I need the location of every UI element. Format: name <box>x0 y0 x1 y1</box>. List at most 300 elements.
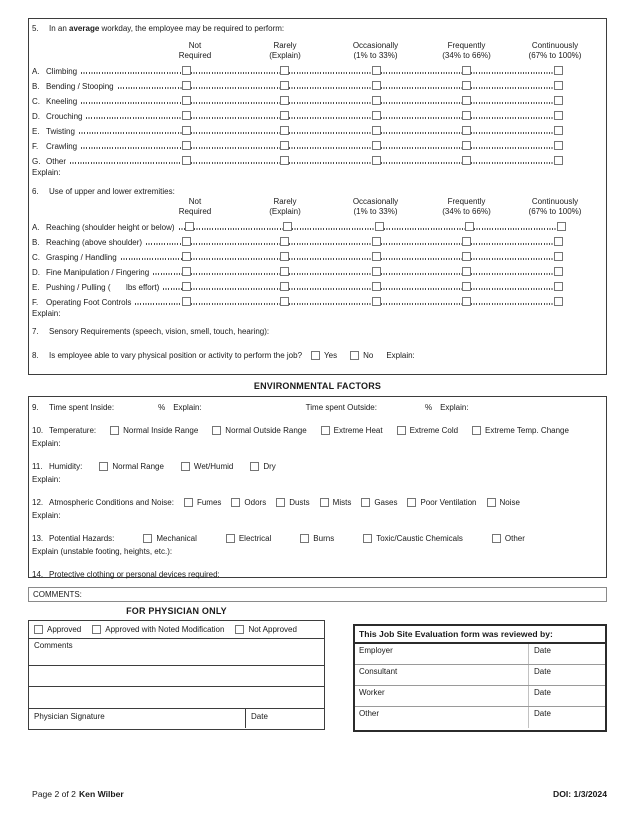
checkbox-occasionally[interactable] <box>372 96 381 105</box>
comments-label: COMMENTS: <box>33 590 82 599</box>
checkbox-occasionally[interactable] <box>372 66 381 75</box>
option-approved-with-modification[interactable] <box>92 625 224 634</box>
dotted-leader <box>471 72 554 74</box>
employer-date-field[interactable] <box>529 644 605 664</box>
checkbox-continuously[interactable] <box>554 126 563 135</box>
dotted-leader <box>191 288 280 290</box>
checkbox-continuously[interactable] <box>554 66 563 75</box>
dotted-leader <box>471 117 554 119</box>
option-gases[interactable] <box>361 498 397 507</box>
checkbox-rarely[interactable] <box>280 126 289 135</box>
column-frequently: Frequently (34% to 66%) <box>442 197 491 216</box>
dotted-leader <box>474 228 557 230</box>
option-electrical[interactable] <box>226 534 271 543</box>
dotted-leader <box>191 273 280 275</box>
row-grasping-handling <box>32 247 603 262</box>
option-odors[interactable] <box>231 498 266 507</box>
checkbox-rarely[interactable] <box>280 267 289 276</box>
checkbox-rarely[interactable] <box>280 282 289 291</box>
dotted-leader <box>381 117 462 119</box>
checkbox-continuously[interactable] <box>554 237 563 246</box>
option-toxic-caustic-chemicals[interactable] <box>363 534 463 543</box>
option-label: Burns <box>313 534 335 543</box>
checkbox-continuously[interactable] <box>557 222 566 231</box>
checkbox-frequently[interactable] <box>462 237 471 246</box>
row-letter: E. <box>32 283 40 292</box>
option-label: Other <box>504 534 525 543</box>
atmospheric-label: Atmospheric Conditions and Noise: <box>49 498 174 507</box>
dotted-leader <box>146 243 182 245</box>
section13-explain[interactable] <box>32 545 603 558</box>
comments-label: Comments <box>34 641 73 650</box>
option-mists[interactable] <box>320 498 352 507</box>
checkbox[interactable] <box>492 534 501 543</box>
environmental-factors-heading: ENVIRONMENTAL FACTORS <box>253 381 382 391</box>
dotted-leader <box>471 258 554 260</box>
option-fumes[interactable] <box>184 498 221 507</box>
section5-explain[interactable] <box>32 166 603 179</box>
checkbox-occasionally[interactable] <box>372 237 381 246</box>
date-label: Date <box>534 709 551 718</box>
row-label: Bending / Stooping <box>46 82 114 91</box>
section11-explain[interactable] <box>32 473 603 486</box>
option-approved[interactable] <box>34 625 81 634</box>
checkbox-not-required[interactable] <box>182 111 191 120</box>
dotted-leader <box>471 273 554 275</box>
checkbox-rarely[interactable] <box>283 222 292 231</box>
reviewed-row-worker <box>355 686 605 707</box>
checkbox[interactable] <box>226 534 235 543</box>
page-number <box>28 789 124 799</box>
option-extreme-cold[interactable] <box>397 426 458 435</box>
checkbox-frequently[interactable] <box>462 111 471 120</box>
checkbox-rarely[interactable] <box>280 156 289 165</box>
option-normal-inside-range[interactable] <box>110 426 198 435</box>
row-letter: C. <box>32 253 40 262</box>
column-frequently: Frequently (34% to 66%) <box>442 41 491 60</box>
option-burns[interactable] <box>300 534 334 543</box>
page-label: Page 2 of 2 <box>32 789 76 799</box>
explain-label: Explain: <box>32 439 61 448</box>
dotted-leader <box>191 117 280 119</box>
reviewed-row-employer <box>355 644 605 665</box>
checkbox[interactable] <box>231 498 240 507</box>
section5-title-post: workday, the employee may be required to perform: <box>101 23 285 33</box>
column-continuously: Continuously (67% to 100%) <box>528 197 582 216</box>
checkbox-rarely[interactable] <box>280 297 289 306</box>
row-kneeling <box>32 91 603 106</box>
checkbox-not-required[interactable] <box>182 252 191 261</box>
dotted-leader <box>471 87 554 89</box>
other-field[interactable] <box>355 707 529 728</box>
checkbox-not-required[interactable] <box>182 66 191 75</box>
percent-sign: % <box>158 403 166 412</box>
section14-line[interactable] <box>32 568 603 581</box>
column-not-required: Not Required <box>178 197 212 216</box>
option-label: Yes <box>324 351 338 360</box>
section5-title-bold: average <box>69 23 100 33</box>
option-other[interactable] <box>492 534 525 543</box>
option-normal-range[interactable] <box>99 462 164 471</box>
section7-text: Sensory Requirements (speech, vision, smell, touch, hearing): <box>49 326 270 336</box>
dotted-leader <box>289 288 372 290</box>
checkbox-not-required[interactable] <box>182 141 191 150</box>
checkbox-not-required[interactable] <box>182 96 191 105</box>
option-label: Odors <box>244 498 267 507</box>
dotted-leader <box>292 228 375 230</box>
checkbox-rarely[interactable] <box>280 237 289 246</box>
dotted-leader <box>191 132 280 134</box>
dotted-leader <box>118 87 182 89</box>
row-label: Worker <box>359 688 385 697</box>
frequency-column-headers <box>150 41 603 61</box>
option-no[interactable] <box>350 351 373 360</box>
dotted-leader <box>191 243 280 245</box>
option-yes[interactable] <box>311 351 337 360</box>
option-label: Not Approved <box>248 625 297 634</box>
row-crawling <box>32 136 603 151</box>
option-label: Poor Ventilation <box>420 498 477 507</box>
section6-explain[interactable] <box>32 307 603 320</box>
option-label: Fumes <box>196 498 222 507</box>
comments-box[interactable] <box>28 587 607 602</box>
section8-text: Is employee able to vary physical position or activity to perform the job? <box>49 351 303 360</box>
dotted-leader <box>381 102 462 104</box>
time-outside-label: Time spent Outside: <box>305 403 377 412</box>
checkbox-occasionally[interactable] <box>372 282 381 291</box>
option-label: Extreme Cold <box>409 426 459 435</box>
checkbox[interactable] <box>320 498 329 507</box>
section6-number: 6. <box>32 186 39 196</box>
dotted-leader <box>135 303 182 305</box>
signature-label: Physician Signature <box>34 712 105 721</box>
dotted-leader <box>289 132 372 134</box>
physician-box <box>28 620 325 730</box>
dotted-leader <box>381 72 462 74</box>
row-letter: C. <box>32 97 40 106</box>
row-letter: D. <box>32 268 40 277</box>
section12-explain[interactable] <box>32 509 603 522</box>
dotted-leader <box>471 303 554 305</box>
option-label: Wet/Humid <box>193 462 234 471</box>
checkbox-occasionally[interactable] <box>372 267 381 276</box>
checkbox-approved-modification[interactable] <box>92 625 101 634</box>
option-extreme-temp-change[interactable] <box>472 426 569 435</box>
checkbox-not-approved[interactable] <box>235 625 244 634</box>
checkbox-rarely[interactable] <box>280 252 289 261</box>
time-inside-label: Time spent Inside: <box>49 403 115 412</box>
checkbox[interactable] <box>184 498 193 507</box>
column-rarely: Rarely (Explain) <box>269 41 301 60</box>
checkbox-frequently[interactable] <box>462 267 471 276</box>
physical-requirements-section <box>28 18 607 375</box>
section9-number: 9. <box>32 403 39 412</box>
checkbox-occasionally[interactable] <box>372 252 381 261</box>
explain-label: Explain: <box>386 351 415 360</box>
page-footer <box>28 789 607 799</box>
explain-label: Explain: <box>32 511 61 520</box>
reviewed-by-box <box>353 624 607 732</box>
row-climbing <box>32 61 603 76</box>
row-label: Reaching (shoulder height or below) <box>46 223 175 232</box>
dotted-leader <box>79 132 182 134</box>
checkbox[interactable] <box>110 426 119 435</box>
checkbox[interactable] <box>361 498 370 507</box>
option-label: Toxic/Caustic Chemicals <box>376 534 463 543</box>
checkbox-rarely[interactable] <box>280 81 289 90</box>
option-label: Normal Outside Range <box>225 426 307 435</box>
checkbox-frequently[interactable] <box>462 96 471 105</box>
checkbox[interactable] <box>181 462 190 471</box>
option-label: Normal Inside Range <box>123 426 199 435</box>
worker-field[interactable] <box>355 686 529 706</box>
row-label: Operating Foot Controls <box>46 298 132 307</box>
dotted-leader <box>289 87 372 89</box>
row-label: Fine Manipulation / Fingering <box>46 268 150 277</box>
section11-line <box>32 460 603 473</box>
checkbox[interactable] <box>363 534 372 543</box>
option-noise[interactable] <box>487 498 520 507</box>
dotted-leader <box>191 147 280 149</box>
physician-approval-row <box>29 621 324 639</box>
physician-signature-field[interactable] <box>29 709 246 728</box>
dotted-leader <box>81 72 182 74</box>
dotted-leader <box>289 243 372 245</box>
employee-name: Ken Wilber <box>78 789 124 799</box>
checkbox[interactable] <box>472 426 481 435</box>
row-twisting <box>32 121 603 136</box>
checkbox-not-required[interactable] <box>182 282 191 291</box>
spacer <box>32 414 603 424</box>
checkbox-frequently[interactable] <box>462 297 471 306</box>
checkbox-continuously[interactable] <box>554 252 563 261</box>
explain-label: Explain: <box>32 168 61 177</box>
dotted-leader <box>381 258 462 260</box>
checkbox-not-required[interactable] <box>182 267 191 276</box>
section11-number: 11. <box>32 462 43 471</box>
checkbox-rarely[interactable] <box>280 96 289 105</box>
checkbox-occasionally[interactable] <box>372 111 381 120</box>
row-label: Other <box>46 157 67 166</box>
dotted-leader <box>381 87 462 89</box>
checkbox-approved[interactable] <box>34 625 43 634</box>
section12-line <box>32 496 603 509</box>
doi-date: DOI: 1/3/2024 <box>553 789 607 799</box>
checkbox-occasionally[interactable] <box>375 222 384 231</box>
environmental-factors-section <box>28 396 607 578</box>
dotted-leader <box>471 102 554 104</box>
section14-number: 14. <box>32 570 44 579</box>
checkbox-frequently[interactable] <box>465 222 474 231</box>
row-label: Other <box>359 709 380 718</box>
date-label: Date <box>534 646 551 655</box>
section10-line <box>32 424 603 437</box>
checkbox-frequently[interactable] <box>462 282 471 291</box>
temperature-label: Temperature: <box>49 426 97 435</box>
checkbox-occasionally[interactable] <box>372 141 381 150</box>
checkbox[interactable] <box>487 498 496 507</box>
checkbox[interactable] <box>407 498 416 507</box>
dotted-leader <box>384 228 465 230</box>
checkbox[interactable] <box>212 426 221 435</box>
section5-number: 5. <box>32 23 39 33</box>
row-label: Kneeling <box>46 97 78 106</box>
consultant-date-field[interactable] <box>529 665 605 685</box>
section10-explain[interactable] <box>32 437 603 450</box>
dotted-leader <box>191 72 280 74</box>
checkbox-rarely[interactable] <box>280 111 289 120</box>
dotted-leader <box>381 132 462 134</box>
checkbox-yes[interactable] <box>311 351 320 360</box>
checkbox-continuously[interactable] <box>554 141 563 150</box>
option-label: No <box>363 351 374 360</box>
row-label: Crouching <box>46 112 83 121</box>
option-poor-ventilation[interactable] <box>407 498 476 507</box>
dotted-leader <box>163 288 182 290</box>
column-occasionally: Occasionally (1% to 33%) <box>352 197 399 216</box>
checkbox-frequently[interactable] <box>462 252 471 261</box>
row-letter: B. <box>32 238 40 247</box>
dotted-leader <box>81 102 182 104</box>
checkbox-frequently[interactable] <box>462 141 471 150</box>
section13-number: 13. <box>32 534 44 543</box>
section8-number: 8. <box>32 351 39 360</box>
option-label: Extreme Heat <box>333 426 383 435</box>
checkbox-continuously[interactable] <box>554 267 563 276</box>
option-label: Normal Range <box>112 462 164 471</box>
section7-write-space[interactable] <box>32 337 603 349</box>
checkbox-not-required[interactable] <box>182 156 191 165</box>
checkbox-frequently[interactable] <box>462 126 471 135</box>
column-continuously: Continuously (67% to 100%) <box>528 41 582 60</box>
checkbox[interactable] <box>250 462 259 471</box>
explain-label: Explain (unstable footing, heights, etc.): <box>32 547 173 556</box>
section7-line[interactable] <box>32 325 603 337</box>
option-not-approved[interactable] <box>235 625 296 634</box>
checkbox-not-required[interactable] <box>182 297 191 306</box>
dotted-leader <box>289 117 372 119</box>
checkbox-rarely[interactable] <box>280 141 289 150</box>
row-label: Pushing / Pulling ( lbs effort) <box>46 283 160 292</box>
option-label: Approved with Noted Modification <box>105 625 225 634</box>
checkbox-continuously[interactable] <box>554 297 563 306</box>
date-label: Date <box>534 688 551 697</box>
checkbox-frequently[interactable] <box>462 156 471 165</box>
option-wet-humid[interactable] <box>181 462 233 471</box>
checkbox-frequently[interactable] <box>462 81 471 90</box>
explain-label: Explain: <box>440 403 469 412</box>
checkbox-occasionally[interactable] <box>372 297 381 306</box>
checkbox-not-required[interactable] <box>182 126 191 135</box>
option-label: Approved <box>47 625 82 634</box>
checkbox[interactable] <box>321 426 330 435</box>
checkbox-occasionally[interactable] <box>372 156 381 165</box>
row-label: Reaching (above shoulder) <box>46 238 143 247</box>
consultant-field[interactable] <box>355 665 529 685</box>
row-letter: B. <box>32 82 40 91</box>
reviewed-row-consultant <box>355 665 605 686</box>
checkbox-rarely[interactable] <box>280 66 289 75</box>
physician-comments-row-2[interactable] <box>29 666 324 687</box>
option-label: Mechanical <box>156 534 197 543</box>
checkbox[interactable] <box>300 534 309 543</box>
section6-title <box>32 185 603 197</box>
dotted-leader <box>191 303 280 305</box>
other-date-field[interactable] <box>529 707 605 728</box>
dotted-leader <box>153 273 182 275</box>
checkbox-not-required[interactable] <box>185 222 194 231</box>
dotted-leader <box>289 273 372 275</box>
reviewed-row-other <box>355 707 605 728</box>
section5-title <box>32 22 603 34</box>
option-label: Noise <box>499 498 520 507</box>
option-label: Extreme Temp. Change <box>485 426 569 435</box>
row-letter: E. <box>32 127 40 136</box>
option-mechanical[interactable] <box>143 534 196 543</box>
option-label: Electrical <box>238 534 272 543</box>
dotted-leader <box>381 243 462 245</box>
dotted-leader <box>289 258 372 260</box>
row-letter: A. <box>32 223 40 232</box>
checkbox[interactable] <box>397 426 406 435</box>
dotted-leader <box>191 102 280 104</box>
checkbox-not-required[interactable] <box>182 237 191 246</box>
option-extreme-heat[interactable] <box>321 426 383 435</box>
dotted-leader <box>471 147 554 149</box>
dotted-leader <box>70 162 182 164</box>
row-fine-manipulation <box>32 262 603 277</box>
checkbox-continuously[interactable] <box>554 111 563 120</box>
checkbox-not-required[interactable] <box>182 81 191 90</box>
employer-field[interactable] <box>355 644 529 664</box>
frequency-column-headers <box>150 197 603 217</box>
checkbox[interactable] <box>99 462 108 471</box>
dotted-leader <box>121 258 182 260</box>
checkbox[interactable] <box>276 498 285 507</box>
checkbox-frequently[interactable] <box>462 66 471 75</box>
row-letter: A. <box>32 67 40 76</box>
option-dusts[interactable] <box>276 498 309 507</box>
checkbox-continuously[interactable] <box>554 81 563 90</box>
column-rarely: Rarely (Explain) <box>269 197 301 216</box>
checkbox-no[interactable] <box>350 351 359 360</box>
row-operating-foot-controls <box>32 292 603 307</box>
checkbox-occasionally[interactable] <box>372 81 381 90</box>
checkbox-occasionally[interactable] <box>372 126 381 135</box>
dotted-leader <box>471 162 554 164</box>
option-normal-outside-range[interactable] <box>212 426 306 435</box>
option-label: Gases <box>374 498 398 507</box>
dotted-leader <box>381 288 462 290</box>
physician-only-heading: FOR PHYSICIAN ONLY <box>126 606 227 616</box>
checkbox-continuously[interactable] <box>554 282 563 291</box>
potential-hazards-label: Potential Hazards: <box>49 534 115 543</box>
row-other <box>32 151 603 166</box>
option-dry[interactable] <box>250 462 275 471</box>
dotted-leader <box>381 147 462 149</box>
checkbox-continuously[interactable] <box>554 96 563 105</box>
date-label: Date <box>534 667 551 676</box>
physician-signature-row <box>29 709 324 728</box>
checkbox-continuously[interactable] <box>554 156 563 165</box>
checkbox[interactable] <box>143 534 152 543</box>
physician-comments-row-3[interactable] <box>29 687 324 709</box>
worker-date-field[interactable] <box>529 686 605 706</box>
physician-date-field[interactable] <box>246 709 324 728</box>
section8-line <box>32 349 603 362</box>
column-not-required: Not Required <box>178 41 212 60</box>
physician-comments-row[interactable] <box>29 639 324 666</box>
